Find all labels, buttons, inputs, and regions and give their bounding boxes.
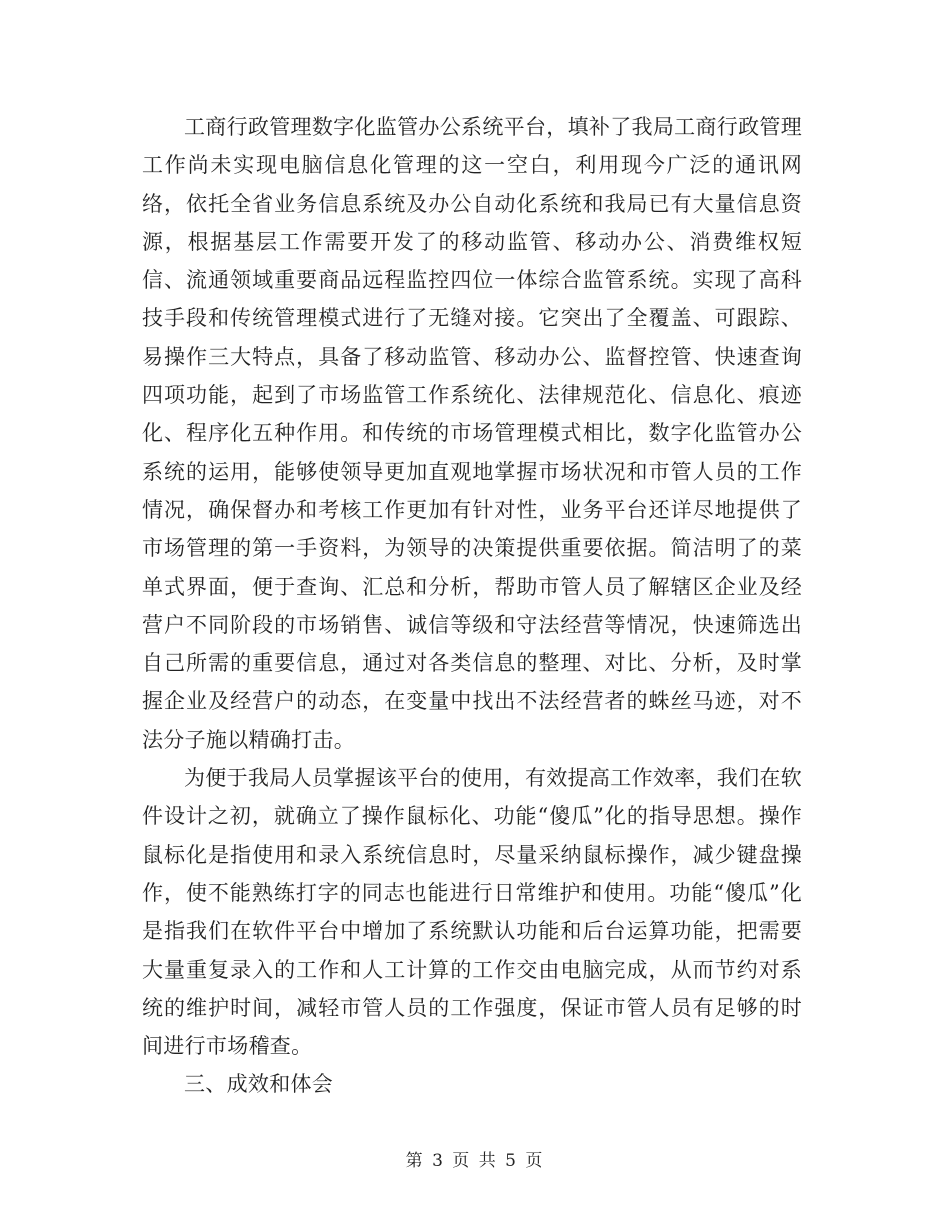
paragraph-1: 工商行政管理数字化监管办公系统平台，填补了我局工商行政管理工作尚未实现电脑信息化管理的这一空白，利用现今广泛的通讯网络，依托全省业务信息系统及办公自动化系统和我局已有大量信息资源，根据基层工作需要开发了的移动监管、移动办公、消费维权短信、流通领域重要商品远程监控四位一体综合监管系统。实现了高科技手段和传统管理模式进行了无缝对接。它突出了全覆盖、可跟踪、易操作三大特点，具备了移动监管、移动办公、监督控管、快速查询四项功能，起到了市场监管工作系统化、法律规范化、信息化、痕迹化、程序化五种作用。和传统的市场管理模式相比，数字化监管办公系统的运用，能够使领导更加直观地掌握市场状况和市管人员的工作情况，确保督办和考核工作更加有针对性，业务平台还详尽地提供了市场管理的第一手资料，为领导的决策提供重要依据。简洁明了的菜单式界面，便于查询、汇总和分析，帮助市管人员了解辖区企业及经营户不同阶段的市场销售、诚信等级和守法经营等情况，快速筛选出自己所需的重要信息，通过对各类信息的整理、对比、分析，及时掌握企业及经营户的动态，在变量中找出不法经营者的蛛丝马迹，对不法分子施以精确打击。: [142, 115, 802, 752]
page-footer: 第 3 页 共 5 页: [405, 1151, 545, 1171]
document-body: [142, 108, 802, 1104]
section-heading: 三、成效和体会: [184, 1072, 334, 1097]
paragraph-2: 为便于我局人员掌握该平台的使用，有效提高工作效率，我们在软件设计之初，就确立了操作鼠标化、功能“傻瓜”化的指导思想。操作鼠标化是指使用和录入系统信息时，尽量采纳鼠标操作，减少键盘操作，使不能熟练打字的同志也能进行日常维护和使用。功能“傻瓜”化是指我们在软件平台中增加了系统默认功能和后台运算功能，把需要大量重复录入的工作和人工计算的工作交由电脑完成，从而节约对系统的维护时间，减轻市管人员的工作强度，保证市管人员有足够的时间进行市场稽查。: [142, 766, 802, 1059]
